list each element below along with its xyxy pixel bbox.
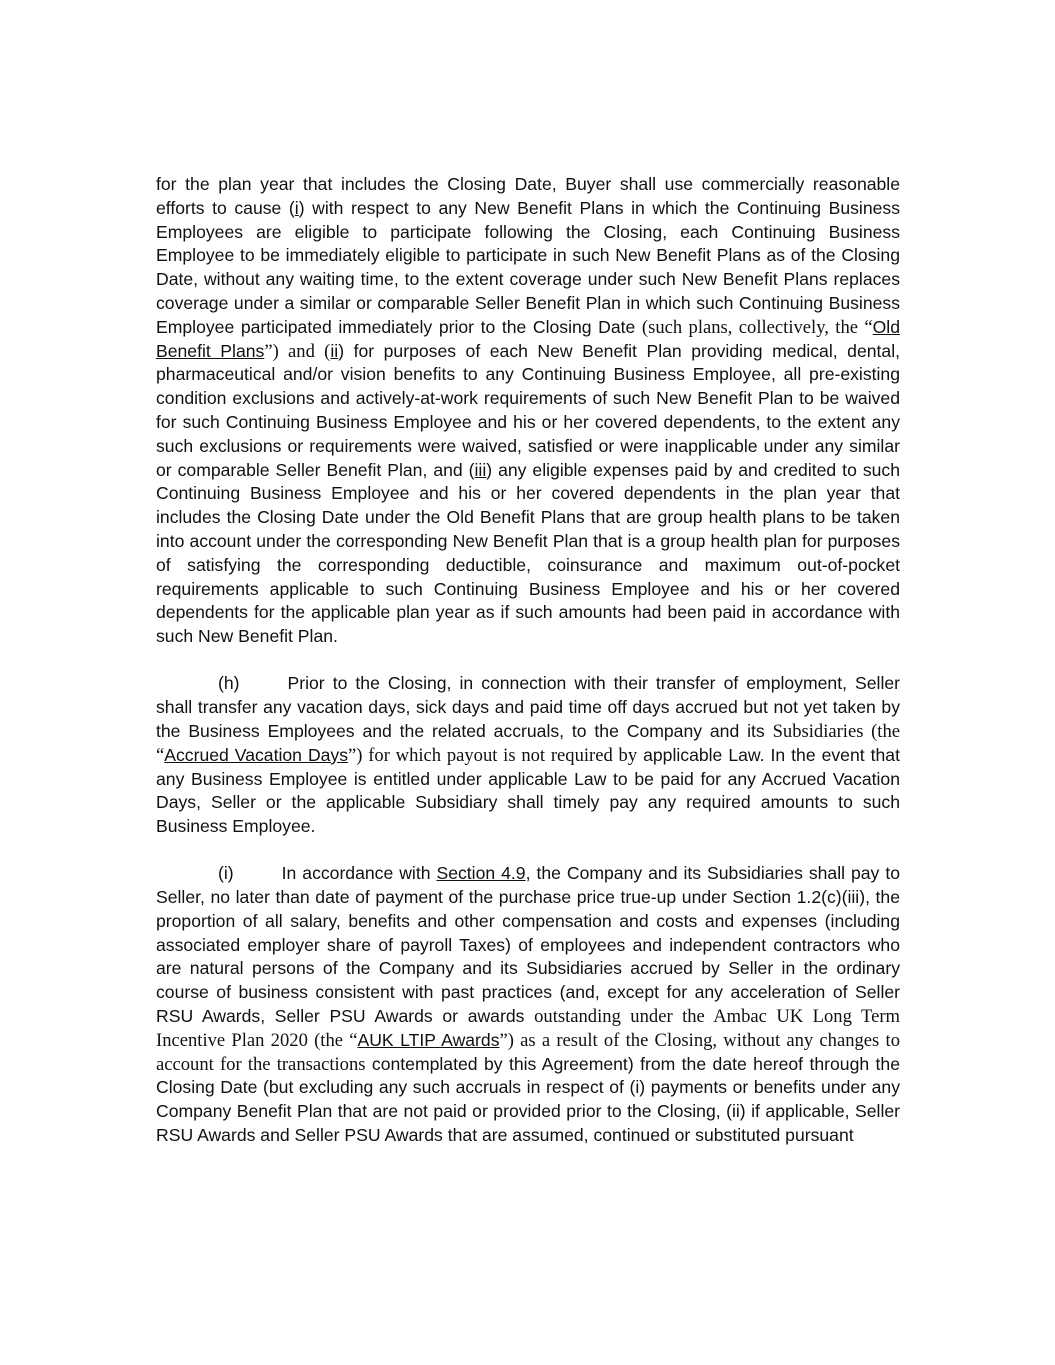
- para-h-label: (h): [218, 673, 240, 694]
- clause-iii-marker: iii: [474, 459, 487, 480]
- paragraph-g-continuation: [156, 173, 900, 649]
- para-i-label: (i): [218, 863, 234, 884]
- document-body: [156, 173, 900, 1171]
- para-i-serif-2: ”) as a result of the Closing, without any changes to account for the transactions: [156, 1029, 900, 1075]
- paragraph-h: [156, 672, 900, 839]
- para-i-text-2: , the Company and its Subsidiaries shall pay to Seller, no later than date of payment of the purchase price true-up under Section 1.2(c)(iii), the proportion of all salary, benefits and other compensation and costs and expenses (including associated employer share of payroll Taxes) of employees and independent contractors who are natural persons of the Company and its Subsidiaries accrued by Seller in the ordinary course of business consistent with past practices (and, except for any acceleration of Seller RSU Awards, Seller PSU Awards or awards: [156, 863, 900, 1027]
- para-g-text-2: ) with respect to any New Benefit Plans in which the Continuing Business Employees are eligible to participate following the Closing, each Continuing Business Employee to be immediately eligible to participate in such New Benefit Plans as of the Closing Date, without any waiting time, to the extent coverage under such New Benefit Plans replaces coverage under a similar or comparable Seller Benefit Plan in which such Continuing Business Employee participated immediately prior to the Closing Date: [156, 197, 900, 337]
- para-i-text-1: In accordance with: [281, 863, 437, 884]
- para-i-serif-1: outstanding under the Ambac UK Long Term Incentive Plan 2020 (the “: [156, 1006, 900, 1051]
- para-g-serif-2: ”) and (: [264, 340, 331, 362]
- para-g-text-4: ) any eligible expenses paid by and credited to such Continuing Business Employee and his or her covered dependents in the plan year that includes the Closing Date under the Old Benefit Plans that are group health plans to be taken into account under the corresponding New Benefit Plan that is a group health plan for purposes of satisfying the corresponding deductible, coinsurance and maximum out-of-pocket requirements applicable to such Continuing Business Employee and his or her covered dependents for the applicable plan year as if such amounts had been paid in accordance with such New Benefit Plan.: [156, 459, 900, 647]
- clause-i-marker: i: [294, 197, 299, 218]
- para-g-text-1: for the plan year that includes the Closing Date, Buyer shall use commercially reasonable efforts to cause (: [156, 174, 900, 218]
- paragraph-i: [156, 862, 900, 1148]
- para-h-text-2: applicable Law. In the event that any Business Employee is entitled under applicable Law to be paid for any Accrued Vacation Days, Seller or the applicable Subsidiary shall timely pay any required amounts to such Business Employee.: [156, 744, 900, 837]
- section-4-9-reference: Section 4.9: [436, 863, 526, 884]
- para-h-text-1: Prior to the Closing, in connection with their transfer of employment, Seller shall transfer any vacation days, sick days and paid time off days accrued but not yet taken by the Business Employees and the related accruals, to the Company and its: [156, 673, 900, 741]
- para-h-serif-2: ”) for which payout is not required by: [348, 744, 638, 766]
- clause-ii-marker: ii: [330, 340, 339, 361]
- para-i-text-3: contemplated by this Agreement) from the date hereof through the Closing Date (but excluding any such accruals in respect of (i) payments or benefits under any Company Benefit Plan that are not paid or provided prior to the Closing, (ii) if applicable, Seller RSU Awards and Seller PSU Awards that are assumed, continued or substituted pursuant: [156, 1053, 900, 1146]
- defined-term-auk-ltip-awards: AUK LTIP Awards: [357, 1029, 500, 1050]
- para-h-serif-1: Subsidiaries (the “: [156, 720, 900, 766]
- defined-term-accrued-vacation-days: Accrued Vacation Days: [164, 744, 349, 765]
- para-g-serif-1: (such plans, collectively, the “: [641, 316, 873, 338]
- defined-term-old-benefit-plans: Old Benefit Plans: [156, 316, 901, 361]
- para-g-text-3: ) for purposes of each New Benefit Plan providing medical, dental, pharmaceutical and/or vision benefits to any Continuing Business Employee, all pre-existing condition exclusions and actively-at-work requirements of such New Benefit Plan to be waived for such Continuing Business Employee and his or her covered dependents, to the extent any such exclusions or requirements were waived, satisfied or were inapplicable under any similar or comparable Seller Benefit Plan, and (: [156, 340, 900, 480]
